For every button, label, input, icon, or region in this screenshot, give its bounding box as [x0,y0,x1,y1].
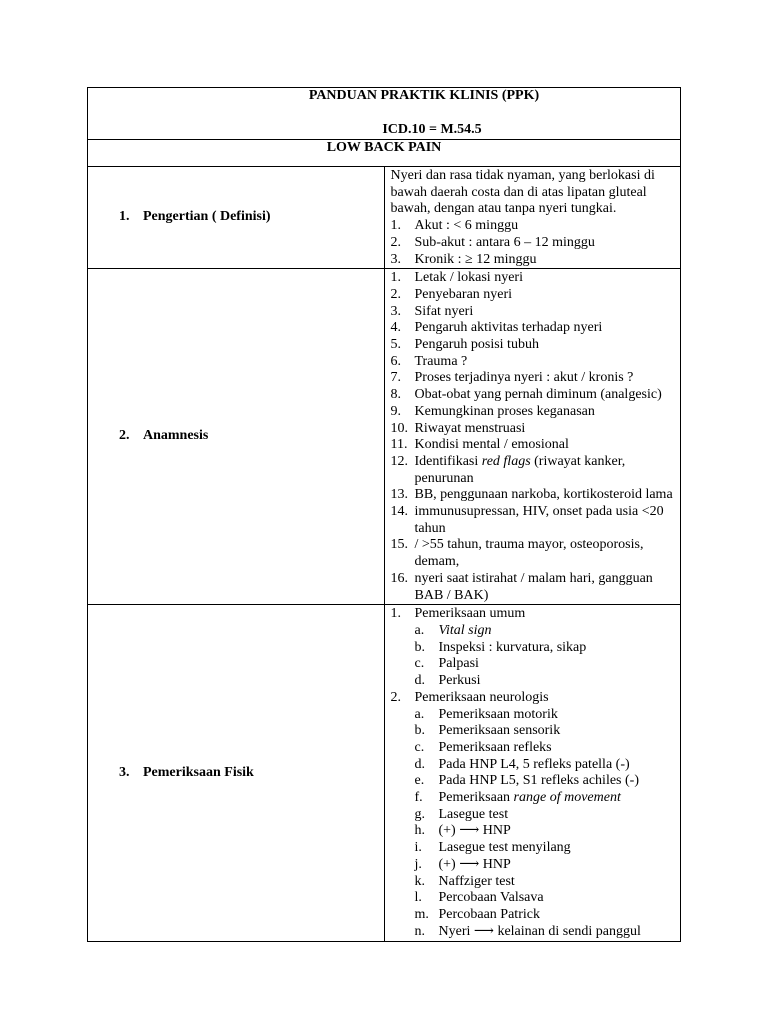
indent [391,907,415,924]
sub-list-item [391,640,677,657]
sub-list-letter: l. [414,890,422,906]
sub-list-letter: g. [414,806,425,822]
list-text: Proses terjadinya nyeri : akut / kronis ? [414,370,634,386]
sub-list-letter: i. [414,840,422,856]
italic-term: range of movement [513,790,621,806]
sub-list-text: Lasegue test menyilang [438,840,571,856]
list-text: Pengaruh aktivitas terhadap nyeri [414,320,603,336]
list-text: Pemeriksaan umum [414,606,526,622]
sub-list-item [391,907,677,924]
sub-list-text: Perkusi [438,673,481,689]
indent [391,656,415,673]
section-label-cell [88,605,385,942]
indent [391,640,415,657]
list-item [391,337,677,354]
list-item [391,252,677,269]
section-number: 3. [119,764,130,780]
list-text: Penyebaran nyeri [414,286,513,302]
list-item [391,571,677,604]
list-item [391,421,677,438]
sub-list-text: Inspeksi : kurvatura, sikap [438,639,587,655]
list-item [391,354,677,371]
sub-list-letter: c. [414,739,425,755]
list-number: 5. [390,337,401,353]
indent [391,707,415,724]
indent [391,723,415,740]
list-number: 13. [390,487,408,503]
section-row-definisi [88,167,681,269]
icd-code: ICD.10 = M.54.5 [382,121,482,137]
list-text: Trauma ? [414,353,468,369]
list-number: 10. [390,420,408,436]
section-label: Pengertian ( Definisi) [143,209,271,225]
list-text: Kronik : ≥ 12 minggu [414,251,537,267]
list-item [391,287,677,304]
header-row [88,88,681,140]
sub-list-item [391,757,677,774]
sub-list-item [391,857,677,874]
list-text: Kondisi mental / emosional [414,437,569,453]
indent [391,823,415,840]
sub-list-item [391,874,677,891]
sub-list-text: Percobaan Patrick [438,906,540,922]
list-number: 14. [390,504,408,520]
sub-list-item [391,673,677,690]
sub-list-item [391,924,677,941]
list-number: 1. [390,218,401,234]
list-text: Kemungkinan proses keganasan [414,403,595,419]
list-number: 11. [390,437,408,453]
sub-list-text: Pada HNP L4, 5 refleks patella (-) [438,756,630,772]
sub-list-text: (+) ⟶ HNP [438,856,511,872]
list-item [391,270,677,287]
sub-list-letter: d. [414,673,425,689]
indent [391,874,415,891]
italic-term: red flags [481,453,531,469]
sub-list-letter: k. [414,873,425,889]
list-number: 1. [390,606,401,622]
section-label: Anamnesis [143,428,209,444]
sub-list-text: Lasegue test [438,806,509,822]
section-row-pemeriksaan-fisik [88,605,681,942]
sub-list-text: Pemeriksaan sensorik [438,723,561,739]
list-text: immunusupressan, HIV, onset pada usia <20 tahun [414,504,664,536]
list-item [391,320,677,337]
sub-list-item [391,740,677,757]
list-text: Riwayat menstruasi [414,420,526,436]
sub-list-item [391,890,677,907]
list-item [391,387,677,404]
list-number: 2. [390,689,401,705]
list-item [391,404,677,421]
sub-list-item [391,656,677,673]
sub-list-letter: c. [414,656,425,672]
definition-text: Nyeri dan rasa tidak nyaman, yang berlokasi di bawah daerah costa dan di atas lipatan gluteal bawah, dengan atau tanpa nyeri tungkai. [390,168,655,217]
indent [391,773,415,790]
list-item [391,606,677,623]
document-title: PANDUAN PRAKTIK KLINIS (PPK) [308,88,540,103]
sub-list-text: Pada HNP L5, S1 refleks achiles (-) [438,773,639,789]
indent [391,840,415,857]
sub-list-letter: a. [414,622,425,638]
disease-title: LOW BACK PAIN [88,140,681,167]
list-item [391,304,677,321]
list-number: 4. [390,320,401,336]
sub-list-letter: a. [414,706,425,722]
sub-list-text: Nyeri ⟶ kelainan di sendi panggul [438,923,641,939]
sub-list-item [391,807,677,824]
list-text: Sub-akut : antara 6 – 12 minggu [414,234,595,250]
sub-list-letter: b. [414,723,425,739]
title-row [88,140,681,167]
sub-list-item [391,840,677,857]
list-number: 16. [390,570,408,586]
list-item [391,454,677,487]
sub-list-text: Palpasi [438,656,479,672]
list-item [391,504,677,537]
sub-list-item [391,723,677,740]
list-number: 2. [390,234,401,250]
list-item [391,370,677,387]
sub-list-letter: n. [414,923,425,939]
list-number: 7. [390,370,401,386]
list-number: 3. [390,303,401,319]
section-content-definisi [384,167,681,269]
sub-list-letter: e. [414,773,425,789]
indent [391,807,415,824]
list-text: BB, penggunaan narkoba, kortikosteroid lama [414,487,673,503]
italic-term: Vital sign [438,622,492,638]
list-item [391,487,677,504]
list-text: Pengaruh posisi tubuh [414,337,539,353]
section-number: 2. [119,428,130,444]
ppk-table [87,87,681,942]
sub-list-item [391,790,677,807]
sub-list-letter: b. [414,639,425,655]
list-item [391,537,677,570]
list-number: 12. [390,453,408,469]
list-number: 9. [390,403,401,419]
section-content-anamnesis [384,269,681,605]
list-text: Obat-obat yang pernah diminum (analgesic) [414,387,662,403]
sub-list-text [439,623,677,640]
list-text: Sifat nyeri [414,303,474,319]
sub-list-letter: j. [414,856,422,872]
list-number: 2. [390,286,401,302]
sub-list-item [391,623,677,640]
indent [391,790,415,807]
indent [391,740,415,757]
sub-list-text: Percobaan Valsava [438,890,544,906]
list-number: 3. [390,251,401,267]
sub-list-item [391,773,677,790]
list-text: Identifikasi red flags (riwayat kanker, penurunan [414,453,626,486]
sub-list-text: Pemeriksaan range of movement [438,790,621,806]
indent [391,857,415,874]
list-text: Letak / lokasi nyeri [414,270,523,286]
sub-list-letter: f. [414,790,423,806]
sub-list-item [391,707,677,724]
list-text: Akut : < 6 minggu [414,218,519,234]
indent [391,890,415,907]
sub-list-text: Pemeriksaan motorik [438,706,558,722]
list-item [391,218,677,235]
list-text: / >55 tahun, trauma mayor, osteoporosis, demam, [414,537,644,570]
sub-list-text: (+) ⟶ HNP [438,823,511,839]
list-item [391,690,677,707]
header-cell [88,88,681,140]
list-item [391,437,677,454]
sub-list-letter: d. [414,756,425,772]
sub-list-item [391,823,677,840]
section-label: Pemeriksaan Fisik [143,764,254,780]
section-row-anamnesis [88,269,681,605]
list-number: 15. [390,537,408,553]
list-item [391,235,677,252]
list-number: 6. [390,353,401,369]
list-text: Pemeriksaan neurologis [414,689,549,705]
indent [391,673,415,690]
sub-list-text: Pemeriksaan refleks [438,739,552,755]
sub-list-letter: h. [414,823,425,839]
indent [391,757,415,774]
section-label-cell [88,269,385,605]
indent [391,623,415,640]
section-number: 1. [119,209,130,225]
sub-list-letter: m. [414,906,429,922]
list-text: nyeri saat istirahat / malam hari, gangguan BAB / BAK) [414,570,653,603]
sub-list-text: Naffziger test [438,873,515,889]
list-number: 8. [390,387,401,403]
list-number: 1. [390,270,401,286]
indent [391,924,415,941]
section-label-cell [88,167,385,269]
section-content-pemeriksaan-fisik [384,605,681,942]
